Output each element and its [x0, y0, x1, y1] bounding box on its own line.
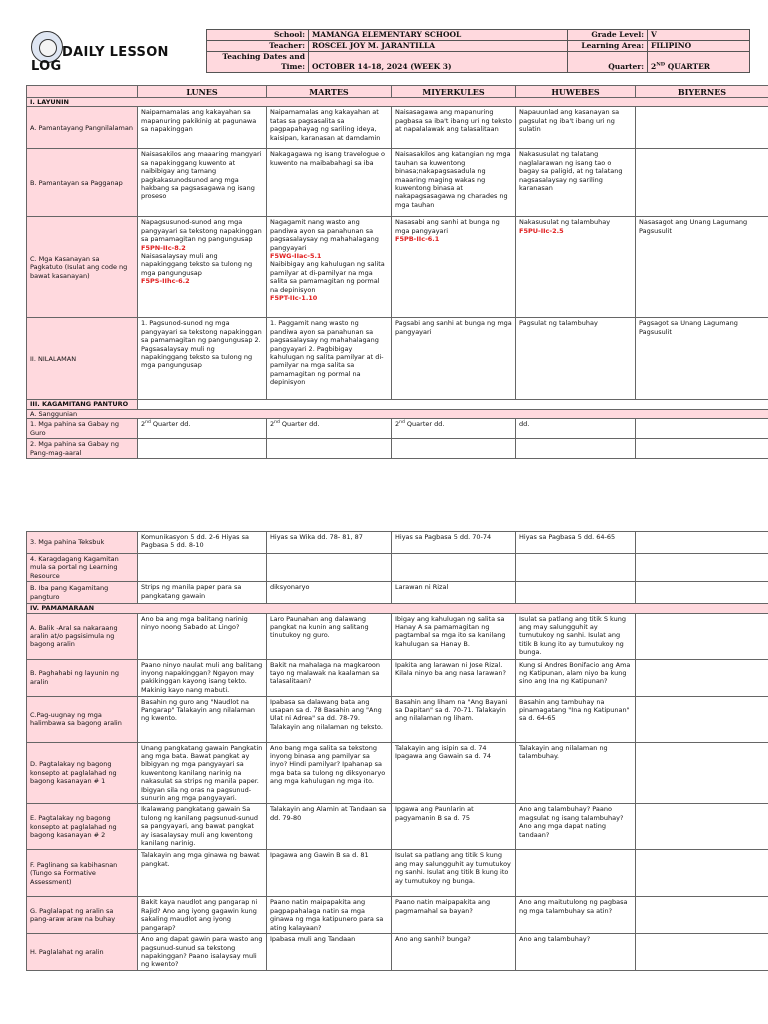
- cell: 2nd Quarter dd.: [138, 419, 267, 439]
- cell: [636, 613, 768, 659]
- cell: Ipabasa sa dalawang bata ang usapan sa d. 78 Basahin ang "Ang Ulat ni Adrea" sa dd. 78-79. Talakayin ang nilalaman ng teksto.: [267, 696, 392, 742]
- cell: [516, 850, 636, 897]
- cell: Isulat sa patlang ang titik S kung ang may salungguhit ay tumutukoy ng sanhi. Isulat ang titik B kung ito ay tumutukoy ng bunga.: [392, 850, 516, 897]
- row-label-paglinang: F. Paglinang sa kabihasnan (Tungo sa Formative Assessment): [27, 850, 138, 897]
- cell: Strips ng manila paper para sa pangkatang gawain: [138, 582, 267, 604]
- cell: Basahin ang tambuhay na pinamagatang "Ina ng Katipunan" sa d. 64-65: [516, 696, 636, 742]
- row-label-gabay-mag-aaral: 2. Mga pahina sa Gabay ng Pang-mag-aaral: [27, 439, 138, 459]
- cell: 2nd Quarter dd.: [392, 419, 516, 439]
- cell: [138, 439, 267, 459]
- cell: Nakagagawa ng isang travelogue o kuwento na maibabahagi sa iba: [267, 149, 392, 217]
- quarter-value: 2ND QUARTER: [648, 52, 750, 73]
- cell: Naipamamalas ang kakayahan sa mapanuring pakikinig at pagunawa sa napakinggan: [138, 107, 267, 149]
- cell: Ipagawa ang Gawin B sa d. 81: [267, 850, 392, 897]
- cell: [138, 400, 768, 409]
- corner-cell: [27, 86, 138, 98]
- quarter-label: Quarter:: [568, 52, 648, 73]
- school-label: School:: [207, 30, 309, 41]
- lesson-table-page1: [26, 85, 768, 459]
- cell: [636, 897, 768, 934]
- cell: Naisasakilos ang katangian ng mga tauhan sa kuwentong binasa;nakapagsasadula ng maaaring maging wakas ng kuwentong binasa at nakapagsasagawa ng charades ng mga tauhan: [392, 149, 516, 217]
- cell: [138, 554, 267, 582]
- cell: 2nd Quarter dd.: [267, 419, 392, 439]
- competency-code: F5PB-IIc-6.1: [395, 235, 440, 244]
- cell: Ano ba ang mga balitang narinig ninyo noong Sabado at Lingo?: [138, 613, 267, 659]
- cell: Naisasagawa ang mapanuring pagbasa sa iba't ibang uri ng teksto at napalalawak ang talasalitaan: [392, 107, 516, 149]
- competency-code: F5PU-IIc-2.5: [519, 226, 564, 235]
- cell: Isulat sa patlang ang titik S kung ang may salungguhit ay tumutukoy ng sanhi. Isulat ang titik B kung ito ay tumutukoy ng bunga.: [516, 613, 636, 659]
- section-sanggunian: A. Sanggunian: [27, 409, 768, 418]
- grade-label: Grade Level:: [568, 30, 648, 41]
- cell: Naisasakilos ang maaaring mangyari sa napakinggang kuwento at naibibigay ang tamang pagkakasunodsunod ang mga hakbang sa pagsasagawa ng isang proseso: [138, 149, 267, 217]
- cell: Nagagamit nang wasto ang pandiwa ayon sa panahunan sa pagsasalaysay ng mahahalagang pangyayari F5WG-IIac-5.1 Naibibigay ang kahulugan ng salita pamilyar at di-pamilyar na mga salita sa pamamagitan ng pormal na depinisyon F5PT-IIc-1.10: [267, 217, 392, 318]
- cell: Ano ang dapat gawin para wasto ang pagsunud-sunud sa tekstong napakinggan? Paano isalaysay muli ng kwento?: [138, 934, 267, 971]
- cell: Ano ang talambuhay?: [516, 934, 636, 971]
- cell: Paano natin maipapakita ang pagpapahalaga natin sa mga ginawa ng mga katipunero para sa ating kalayaan?: [267, 897, 392, 934]
- row-label-balik-aral: A. Balik -Aral sa nakaraang aralin at/o pagsisimula ng bagong aralin: [27, 613, 138, 659]
- section-pamamaraan: IV. PAMAMARAAN: [27, 604, 768, 613]
- cell: Ikalawang pangkatang gawain Sa tulong ng kanilang pagsunud-sunud sa pangyayari, ang bawat pangkat ay isasalaysay muli ang kwentong kanilang narinig.: [138, 804, 267, 850]
- competency-code: F5PN-IIc-8.2: [141, 243, 186, 252]
- cell: [636, 532, 768, 554]
- cell: Nakasusulat ng talambuhay F5PU-IIc-2.5: [516, 217, 636, 318]
- cell: Pagsulat ng talambuhay: [516, 318, 636, 400]
- cell: [516, 582, 636, 604]
- doc-title-log: LOG: [31, 59, 62, 74]
- cell: Ano ang maitutulong ng pagbasa ng mga talambuhay sa atin?: [516, 897, 636, 934]
- cell: Paano ninyo naulat muli ang balitang inyong napakinggan? Ngayon may pakikinggan kayong isang tekto. Makinig kayo nang mabuti.: [138, 659, 267, 696]
- doc-title: DAILY LESSON: [62, 45, 169, 60]
- row-label-pamantayan-sa-pagganap: B. Pamantayan sa Pagganap: [27, 149, 138, 217]
- row-label-teksbuk: 3. Mga pahina Teksbuk: [27, 532, 138, 554]
- row-label-kasanayan: C. Mga Kasanayan sa Pagkatuto (Isulat ang code ng bawat kasanayan): [27, 217, 138, 318]
- cell: Ano bang mga salita sa tekstong inyong binasa ang pamilyar sa inyo? Hindi pamilyar? Ipahanap sa mga bata sa tulong ng diksyonaryo ang mga kahulugan ng mga ito.: [267, 742, 392, 804]
- section-kagamitang-panturo: III. KAGAMITANG PANTURO: [27, 400, 138, 409]
- cell: [636, 582, 768, 604]
- cell: Hiyas sa Pagbasa 5 dd. 64-65: [516, 532, 636, 554]
- cell: [636, 804, 768, 850]
- section-layunin: I. LAYUNIN: [27, 98, 768, 107]
- cell: [636, 554, 768, 582]
- cell: [636, 850, 768, 897]
- cell: [392, 439, 516, 459]
- cell: Ibigay ang kahulugan ng salita sa Hanay A sa pamamagitan ng pagtambal sa mga ito sa kanilang kahulugan sa Hanay B.: [392, 613, 516, 659]
- cell: [516, 554, 636, 582]
- school-value: MAMANGA ELEMENTARY SCHOOL: [309, 30, 568, 41]
- row-label-gabay-guro: 1. Mga pahina sa Gabay ng Guro: [27, 419, 138, 439]
- cell: Basahin ang liham na "Ang Bayani sa Dapitan" sa d. 70-71. Talakayin ang nilalaman ng liham.: [392, 696, 516, 742]
- cell: [636, 742, 768, 804]
- cell: Hiyas sa Wika dd. 78- 81, 87: [267, 532, 392, 554]
- cell: Bakit kaya naudlot ang pangarap ni Rajid? Ano ang iyong gagawin kung sakaling maudlot ang iyong pangarap?: [138, 897, 267, 934]
- day-header-4: HUWEBES: [516, 86, 636, 98]
- cell: Ano ang sanhi? bunga?: [392, 934, 516, 971]
- row-label-konsepto-2: E. Pagtalakay ng bagong konsepto at paglalahad ng bagong kasanayan # 2: [27, 804, 138, 850]
- competency-code: F5WG-IIac-5.1: [270, 252, 322, 261]
- cell: 1. Pagsunod-sunod ng mga pangyayari sa tekstong napakinggan sa pamamagitan ng pangungusap 2. Pagsasalaysay muli ng napakinggang teksto sa tulong ng mga pangungusap: [138, 318, 267, 400]
- cell: Nasasagot ang Unang Lagumang Pagsusulit: [636, 217, 768, 318]
- day-header-1: LUNES: [138, 86, 267, 98]
- row-label-konsepto-1: D. Pagtalakay ng bagong konsepto at paglalahad ng bagong kasanayan # 1: [27, 742, 138, 804]
- row-label-pamantayang-pangnilalaman: A. Pamantayang Pangnilalaman: [27, 107, 138, 149]
- cell: Larawan ni Rizal: [392, 582, 516, 604]
- teacher-label: Teacher:: [207, 41, 309, 52]
- cell: [636, 419, 768, 439]
- row-label-paglalahat: H. Paglalahat ng aralin: [27, 934, 138, 971]
- row-label-paghahabi: B. Paghahabi ng layunin ng aralin: [27, 659, 138, 696]
- cell: [636, 439, 768, 459]
- day-header-5: BIYERNES: [636, 86, 768, 98]
- teacher-value: ROSCEL JOY M. JARANTILLA: [309, 41, 568, 52]
- cell: [636, 659, 768, 696]
- cell: Napauunlad ang kasanayan sa pagsulat ng iba't ibang uri ng sulatin: [516, 107, 636, 149]
- cell: Talakayin ang isipin sa d. 74 Ipagawa ang Gawain sa d. 74: [392, 742, 516, 804]
- competency-code: F5PS-IIhc-6.2: [141, 277, 190, 286]
- cell: Nakasusulat ng talatang naglalarawan ng isang tao o bagay sa paligid, at ng talatang nagsasalaysay ng sariling karanasan: [516, 149, 636, 217]
- cell: Ano ang talambuhay? Paano magsulat ng isang talambuhay? Ano ang mga dapat nating tandaan?: [516, 804, 636, 850]
- dates-value: OCTOBER 14-18, 2024 (WEEK 3): [309, 52, 568, 73]
- cell: [392, 554, 516, 582]
- row-label-pag-uugnay: C.Pag-uugnay ng mga halimbawa sa bagong aralin: [27, 696, 138, 742]
- row-label-portal: 4. Karagdagang Kagamitan mula sa portal ng Learning Resource: [27, 554, 138, 582]
- dates-label: Teaching Dates and Time:: [207, 52, 309, 73]
- cell: Laro Paunahan ang dalawang pangkat na kunin ang salitang tinutukoy ng guro.: [267, 613, 392, 659]
- cell: Unang pangkatang gawain Pangkatin ang mga bata. Bawat pangkat ay bibigyan ng mga pangyayari sa kuwentong kanilang narinig na nakasulat sa strips ng manila paper. Ibigyan sila ng oras na pagsunud-sunurin ang mga pangyayari.: [138, 742, 267, 804]
- cell: [636, 107, 768, 149]
- cell: Kung si Andres Bonifacio ang Ama ng Katipunan, alam niyo ba kung sino ang Ina ng Katipunan?: [516, 659, 636, 696]
- cell: Nasasabi ang sanhi at bunga ng mga pangyayari F5PB-IIc-6.1: [392, 217, 516, 318]
- cell: Basahin ng guro ang "Naudlot na Pangarap" Talakayin ang nilalaman ng kwento.: [138, 696, 267, 742]
- cell: dd.: [516, 419, 636, 439]
- cell: Ipabasa muli ang Tandaan: [267, 934, 392, 971]
- cell: Talakayin ang mga ginawa ng bawat pangkat.: [138, 850, 267, 897]
- cell: Bakit na mahalaga na magkaroon tayo ng malawak na kaalaman sa talasalitaan?: [267, 659, 392, 696]
- competency-code: F5PT-IIc-1.10: [270, 294, 318, 303]
- row-label-nilalaman: II. NILALAMAN: [27, 318, 138, 400]
- cell: Ipgawa ang Paunlarin at pagyamanin B sa d. 75: [392, 804, 516, 850]
- lesson-table-page2: [26, 531, 768, 971]
- area-label: Learning Area:: [568, 41, 648, 52]
- cell: Ipakita ang larawan ni Jose Rizal. Kilala ninyo ba ang nasa larawan?: [392, 659, 516, 696]
- cell: [636, 696, 768, 742]
- header-info-table: [206, 29, 750, 73]
- cell: [636, 934, 768, 971]
- area-value: FILIPINO: [648, 41, 750, 52]
- cell: Talakayin ang Alamin at Tandaan sa dd. 79-80: [267, 804, 392, 850]
- cell: [267, 439, 392, 459]
- cell: Pagsabi ang sanhi at bunga ng mga pangyayari: [392, 318, 516, 400]
- cell: 1. Paggamit nang wasto ng pandiwa ayon sa panahunan sa pagsasalaysay ng mahahalagang pangyayari 2. Pagbibigay kahulugan ng salita pamilyar at di-pamilyar na mga salita sa pamamagitan ng pormal na depinisyon: [267, 318, 392, 400]
- grade-value: V: [648, 30, 750, 41]
- cell: Talakayin ang nilalaman ng talambuhay.: [516, 742, 636, 804]
- cell: Pagsagot sa Unang Lagumang Pagsusulit: [636, 318, 768, 400]
- cell: diksyonaryo: [267, 582, 392, 604]
- cell: [636, 149, 768, 217]
- row-label-iba-pang-kagamitan: B. Iba pang Kagamitang pangturo: [27, 582, 138, 604]
- cell: Paano natin maipapakita ang pagmamahal sa bayan?: [392, 897, 516, 934]
- day-header-3: MIYERKULES: [392, 86, 516, 98]
- day-header-2: MARTES: [267, 86, 392, 98]
- row-label-paglalapat: G. Paglalapat ng aralin sa pang-araw araw na buhay: [27, 897, 138, 934]
- cell: [516, 439, 636, 459]
- cell: Naipamamalas ang kakayahan at tatas sa pagsasalita sa pagpapahayag ng sariling ideya, kaisipan, karanasan at damdamin: [267, 107, 392, 149]
- cell: Hiyas sa Pagbasa 5 dd. 70-74: [392, 532, 516, 554]
- cell: Komunikasyon 5 dd. 2-6 Hiyas sa Pagbasa 5 dd. 8-10: [138, 532, 267, 554]
- cell: [267, 554, 392, 582]
- cell: Napagsusunod-sunod ang mga pangyayari sa tekstong napakinggan sa pamamagitan ng pangungusap F5PN-IIc-8.2 Naisasalaysay muli ang napakinggang teksto sa tulong ng mga pangungusap F5PS-IIhc-6.2: [138, 217, 267, 318]
